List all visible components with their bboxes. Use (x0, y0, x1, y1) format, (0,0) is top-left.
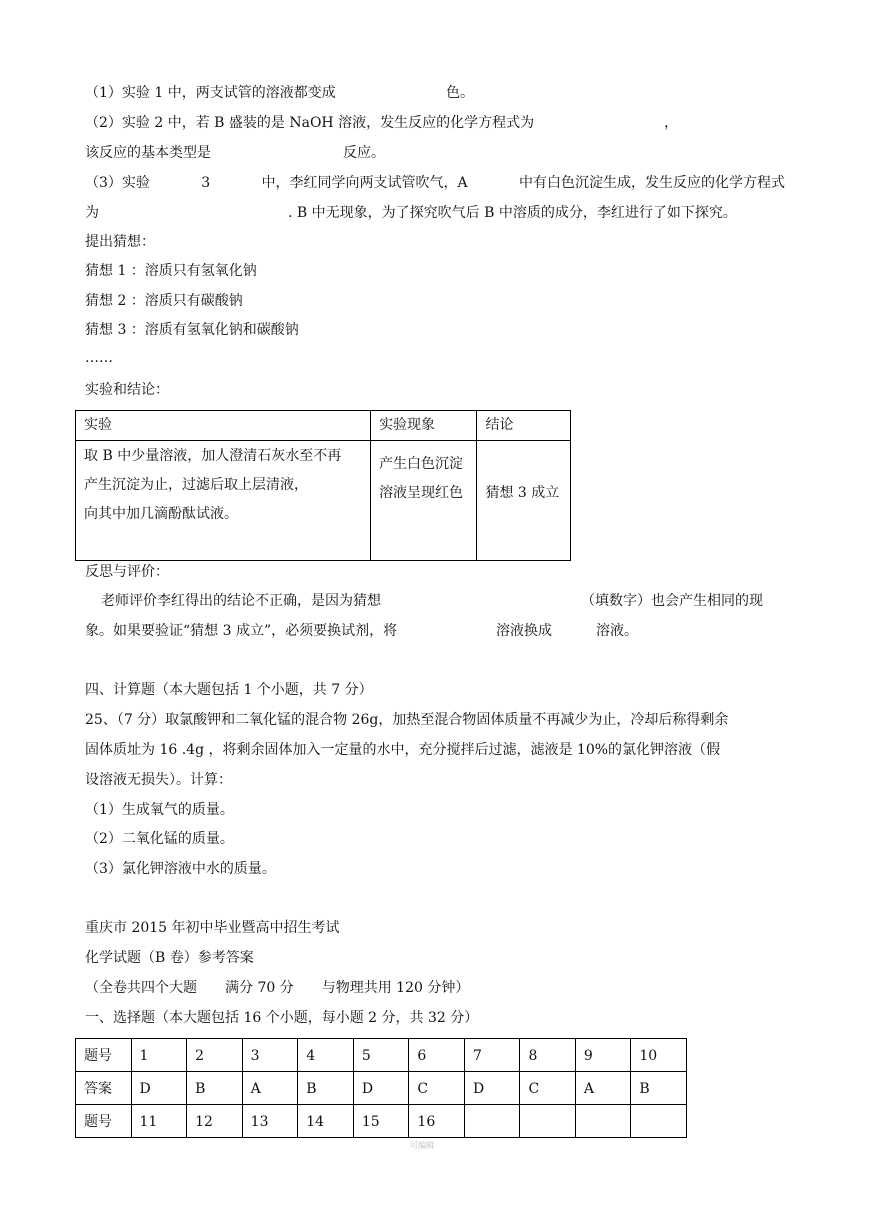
table-cell: 8 (520, 1039, 575, 1072)
table-row (76, 1105, 687, 1138)
table-cell: C (409, 1072, 465, 1105)
table-cell (631, 1105, 687, 1138)
q24-part2-type: 该反应的基本类型是 (85, 145, 211, 161)
q24-part3-for: 为 (85, 205, 99, 221)
table-cell: 16 (409, 1105, 465, 1138)
table-cell-conclusion: 猜想 3 成立 (477, 441, 571, 561)
table-cell-procedure (76, 441, 371, 561)
reflection-line2-mid: 溶液换成 (496, 623, 552, 639)
answer-section1-title: 一、选择题（本大题包括 16 个小题，每小题 2 分，共 32 分） (85, 1010, 479, 1026)
q24-part3-seg: 3 (201, 175, 211, 191)
experiment-table (75, 410, 571, 561)
table-cell: A (242, 1072, 298, 1105)
table-cell: 11 (131, 1105, 187, 1138)
table-cell-phenomenon (371, 441, 477, 561)
q25-line3: 设溶液无损失）。计算： (85, 772, 232, 788)
hypothesis-2: 猜想 2 ：溶质只有碳酸钠 (85, 293, 243, 309)
section4-title: 四、计算题（本大题包括 1 个小题，共 7 分） (85, 682, 373, 698)
reflection-title: 反思与评价： (85, 564, 169, 580)
q25-line1: 25、（7 分）取氯酸钾和二氧化锰的混合物 26g，加热至混合物固体质量不再减少为止，冷却后称得剩余 (85, 712, 729, 728)
table-cell: B (631, 1072, 687, 1105)
table-cell: B (298, 1072, 354, 1105)
q25-sub3: （3）氯化钾溶液中水的质量。 (85, 861, 276, 877)
table-header-phenomenon: 实验现象 (371, 411, 477, 441)
table-cell: 7 (464, 1039, 519, 1072)
answer-header-3: （全卷共四个大题 满分 70 分 与物理共用 120 分钟） (85, 980, 470, 996)
table-cell: 9 (575, 1039, 630, 1072)
table-cell: 14 (298, 1105, 354, 1138)
table-cell: 6 (409, 1039, 465, 1072)
experiment-title: 实验和结论： (85, 382, 169, 398)
table-cell: 题号 (76, 1105, 132, 1138)
q24-part1-end: 色。 (446, 85, 474, 101)
table-cell: 题号 (76, 1039, 132, 1072)
table-cell: 答案 (76, 1072, 132, 1105)
q25-sub2: （2）二氧化锰的质量。 (85, 831, 234, 847)
table-row (76, 1039, 687, 1072)
q24-part3-line1 (85, 173, 785, 193)
q24-part3-seg: 中有白色沉淀生成，发生反应的化学方程式 (519, 175, 785, 191)
table-cell: 5 (353, 1039, 409, 1072)
q24-part1 (85, 83, 336, 103)
answer-header-1: 重庆市 2015 年初中毕业暨高中招生考试 (85, 920, 340, 936)
table-header-experiment: 实验 (76, 411, 371, 441)
table-row (76, 411, 571, 441)
reflection-line2-end: 溶液。 (596, 623, 638, 639)
answer-header-2: 化学试题（B 卷）参考答案 (85, 950, 254, 966)
reflection-line2: 象。如果要验证“猜想 3 成立”，必须要换试剂，将 (85, 623, 398, 639)
phenomenon-line: 产生白色沉淀 (379, 456, 464, 472)
reflection-line1: 老师评价李红得出的结论不正确，是因为猜想 (101, 593, 381, 609)
procedure-line: 向其中加几滴酚酞试液。 (84, 506, 238, 522)
q24-part3-line2: . B 中无现象，为了探究吹气后 B 中溶质的成分，李红进行了如下探究。 (288, 205, 737, 221)
table-cell: D (131, 1072, 187, 1105)
phenomenon-line: 溶液呈现红色 (379, 485, 464, 501)
hypothesis-1: 猜想 1 ：溶质只有氢氧化钠 (85, 263, 257, 279)
table-row (76, 441, 571, 561)
table-cell (464, 1105, 519, 1138)
table-cell: C (520, 1072, 575, 1105)
answer-table (75, 1038, 687, 1138)
table-cell: 13 (242, 1105, 298, 1138)
table-row (76, 1072, 687, 1105)
ellipsis: …… (85, 350, 113, 366)
table-cell: 1 (131, 1039, 187, 1072)
procedure-line: 产生沉淀为止，过滤后取上层清液， (84, 477, 308, 493)
table-header-conclusion: 结论 (477, 411, 571, 441)
table-cell: D (464, 1072, 519, 1105)
reflection-line1-end: （填数字）也会产生相同的现 (581, 593, 763, 609)
q25-sub1: （1）生成氧气的质量。 (85, 802, 234, 818)
table-cell: 2 (187, 1039, 243, 1072)
table-cell: 4 (298, 1039, 354, 1072)
table-cell: 3 (242, 1039, 298, 1072)
table-cell: D (353, 1072, 409, 1105)
q24-part2: （2）实验 2 中，若 B 盛装的是 NaOH 溶液，发生反应的化学方程式为 (85, 115, 535, 131)
hypothesis-3: 猜想 3 ：溶质有氢氧化钠和碳酸钠 (85, 322, 299, 338)
table-cell (520, 1105, 575, 1138)
page-footer: 可编辑 (410, 1141, 434, 1150)
q24-part3-seg: 中，李红同学向两支试管吹气，A (261, 175, 468, 191)
procedure-line: 取 B 中少量溶液，加人澄清石灰水至不再 (84, 448, 342, 464)
table-cell: 15 (353, 1105, 409, 1138)
table-cell: B (187, 1072, 243, 1105)
table-cell (575, 1105, 630, 1138)
q25-line2: 固体质址为 16 .4g ，将剩余固体加入一定量的水中，充分搅拌后过滤，滤液是 10%的氯化钾溶液（假 (85, 742, 721, 758)
table-cell: A (575, 1072, 630, 1105)
q24-part1-text: （1）实验 1 中，两支试管的溶液都变成 (85, 85, 336, 101)
q24-part3-seg: （3）实验 (85, 175, 150, 191)
q24-part2-comma: ， (664, 115, 678, 131)
table-cell: 12 (187, 1105, 243, 1138)
q24-part2-type-end: 反应。 (343, 145, 385, 161)
hypothesis-title: 提出猜想： (85, 234, 155, 250)
table-cell: 10 (631, 1039, 687, 1072)
